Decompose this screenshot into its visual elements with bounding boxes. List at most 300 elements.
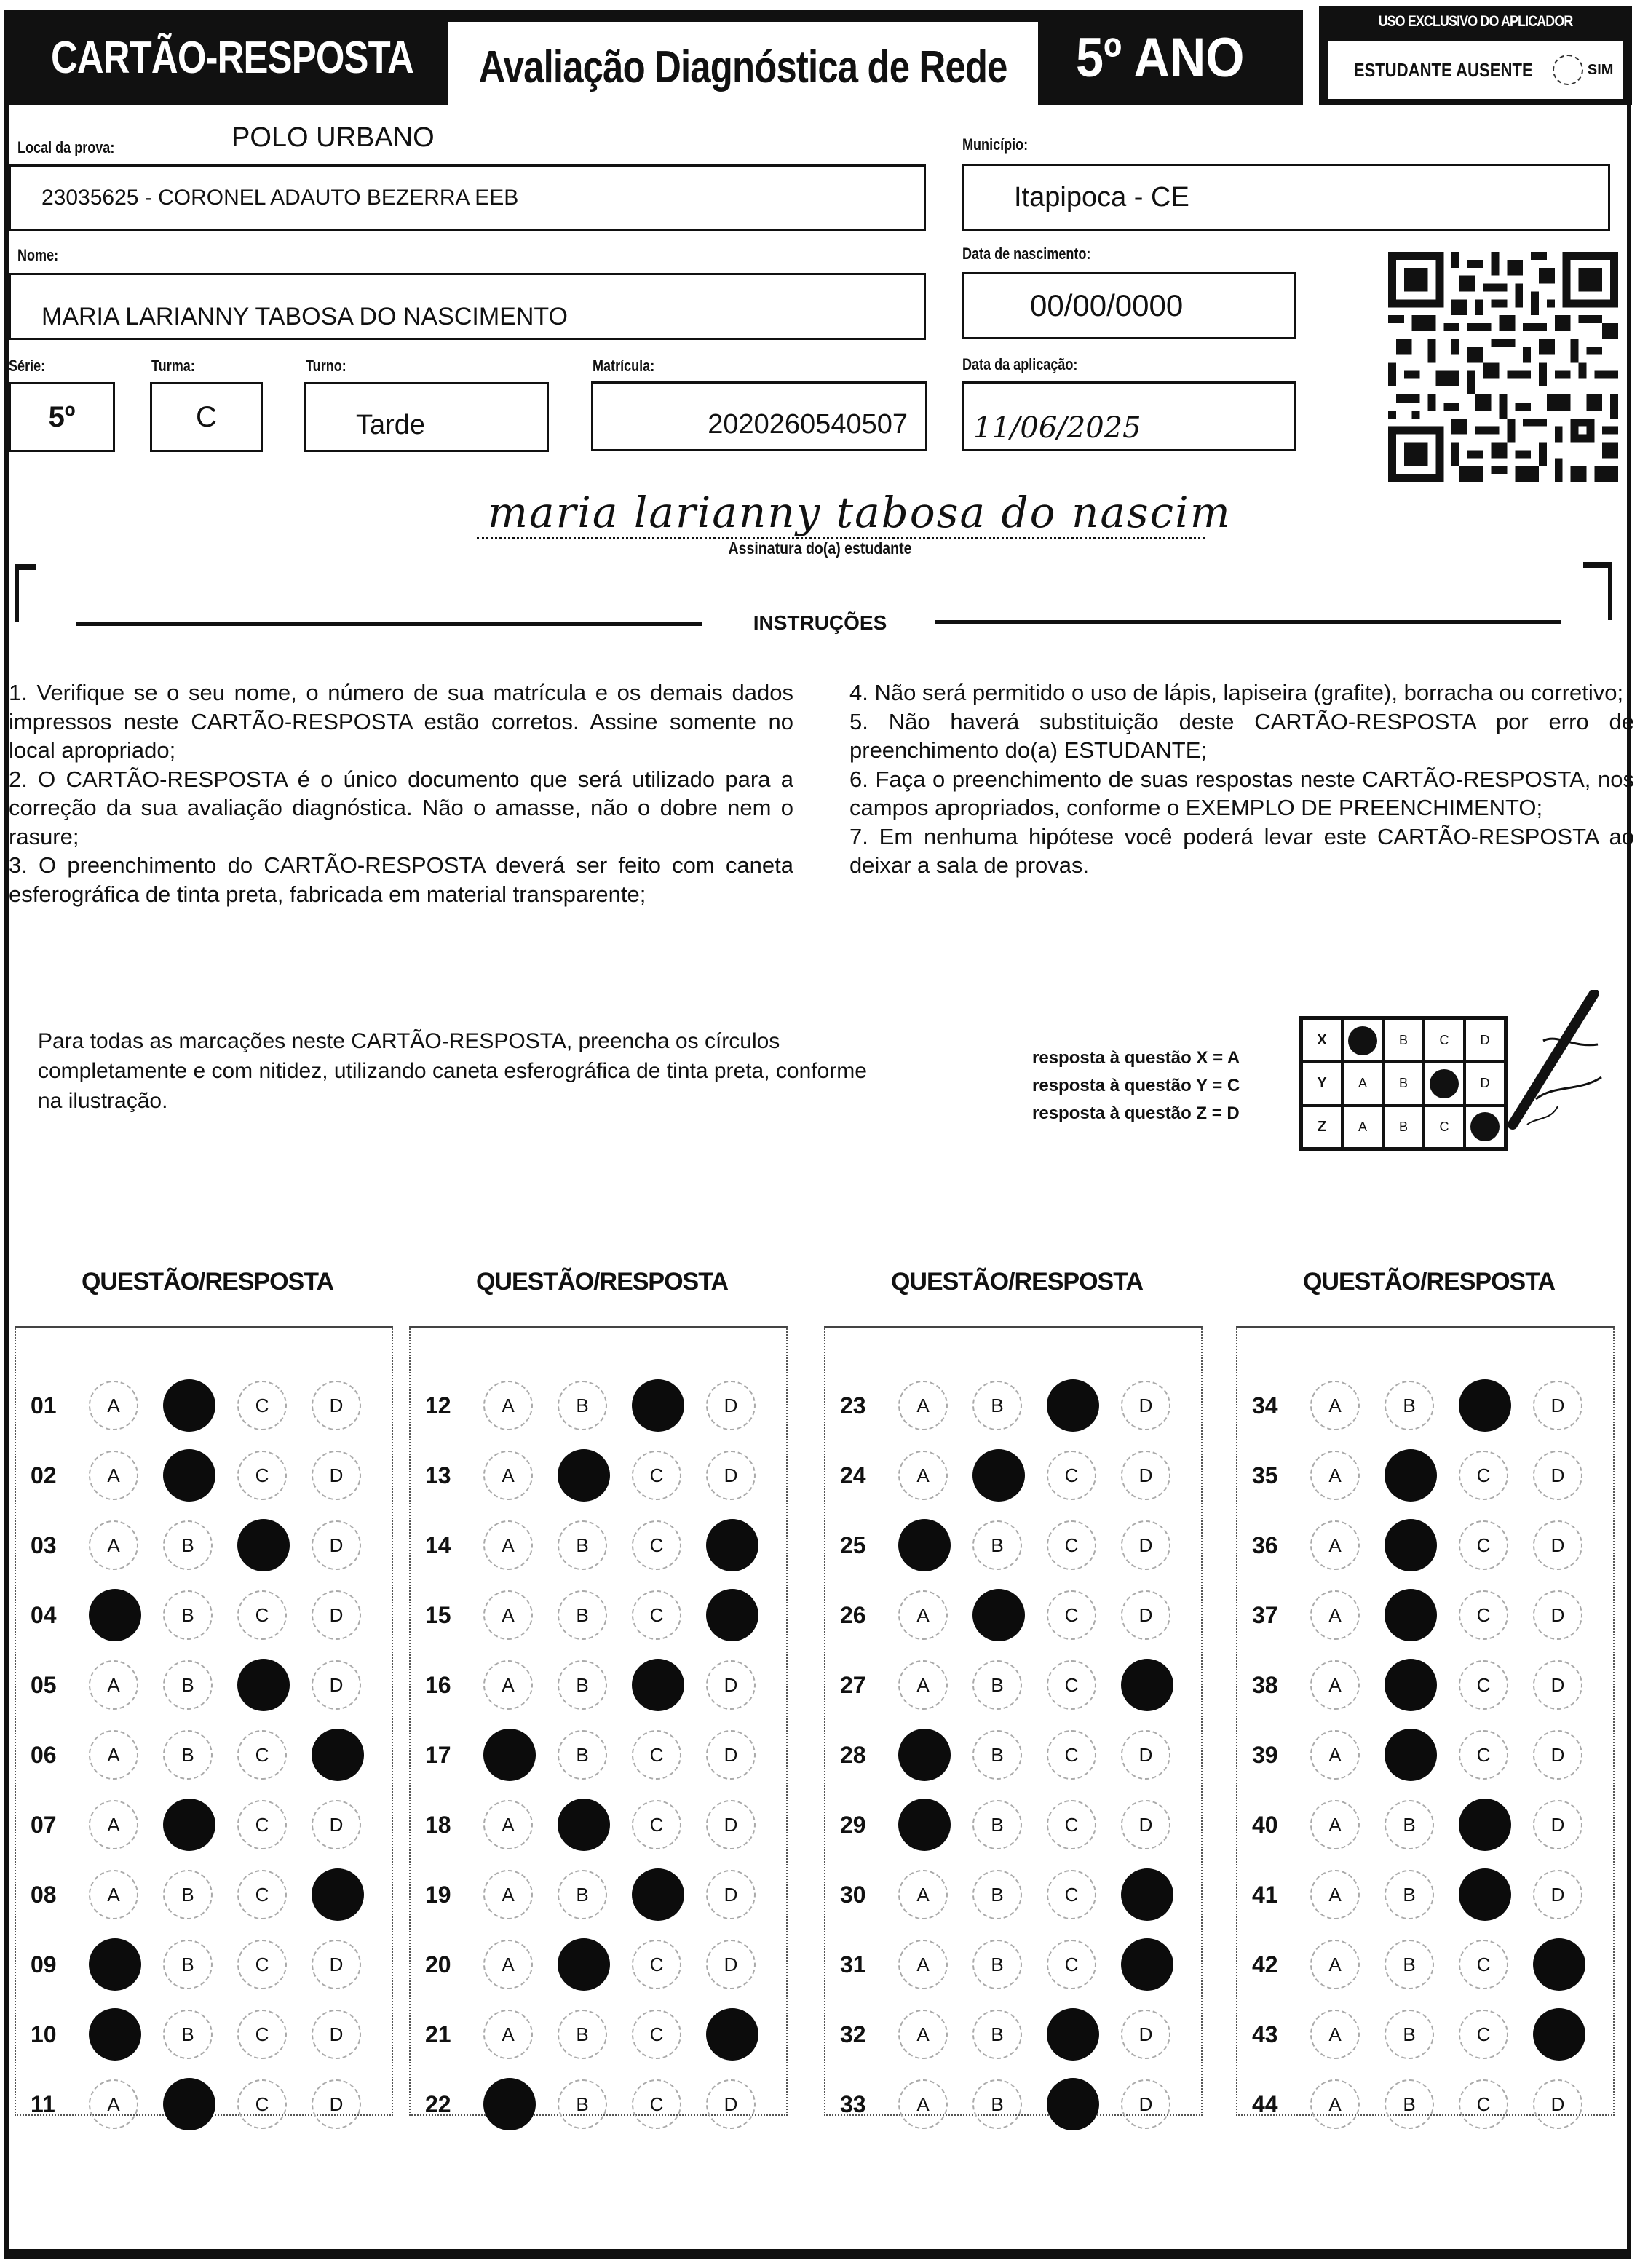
polo-value: POLO URBANO — [231, 122, 435, 153]
answer-bubble-b[interactable]: B — [558, 1590, 607, 1640]
question-number: 01 — [31, 1392, 57, 1419]
answer-bubble-d[interactable]: D — [312, 1381, 361, 1430]
answer-bubble-d[interactable] — [706, 2008, 758, 2061]
answer-bubble-b[interactable] — [163, 1449, 215, 1502]
answer-bubble-c[interactable]: C — [1047, 1870, 1096, 1919]
serie-value: 5º — [48, 400, 76, 433]
fill-guide-text: Para todas as marcações neste CARTÃO-RESPOSTA, preencha os círculos completamente e com nitidez, utilizando caneta esferográfica de tinta preta, conforme na ilustração. — [38, 1029, 867, 1113]
answer-bubble-d[interactable]: D — [1533, 1590, 1582, 1640]
question-number: 32 — [840, 2021, 866, 2047]
answer-bubble-c[interactable] — [1459, 1379, 1511, 1432]
answer-bubble-b[interactable] — [1385, 1519, 1437, 1571]
answer-bubble-c[interactable] — [1047, 1379, 1099, 1432]
answer-bubble-c[interactable]: C — [1459, 2010, 1508, 2059]
answer-bubble-b[interactable]: B — [163, 1940, 213, 1989]
answer-bubble-a[interactable]: A — [898, 2010, 948, 2059]
legend-x: resposta à questão X = A — [1032, 1048, 1240, 1068]
answer-bubble-a[interactable]: A — [898, 1660, 948, 1710]
example-cell-d: D — [1465, 1019, 1505, 1062]
answer-bubble-c[interactable] — [632, 1659, 684, 1711]
answer-bubble-c[interactable]: C — [632, 1451, 681, 1500]
answer-bubble-d[interactable]: D — [1533, 1660, 1582, 1710]
answer-bubble-b[interactable]: B — [972, 1381, 1022, 1430]
answer-bubble-c[interactable]: C — [632, 2010, 681, 2059]
answer-column-1 — [15, 1326, 393, 2116]
question-row — [16, 1657, 392, 1716]
answer-bubble-c[interactable]: C — [237, 2079, 287, 2129]
answer-bubble-c[interactable] — [237, 1659, 290, 1711]
answer-bubble-a[interactable]: A — [1310, 1870, 1360, 1919]
answer-bubble-c[interactable]: C — [237, 2010, 287, 2059]
answer-bubble-c[interactable]: C — [1459, 1660, 1508, 1710]
answer-bubble-c[interactable]: C — [1047, 1940, 1096, 1989]
answer-bubble-d[interactable]: D — [1121, 1800, 1170, 1849]
answer-bubble-b[interactable]: B — [558, 1730, 607, 1780]
question-row — [825, 2077, 1201, 2135]
answer-bubble-b[interactable]: B — [163, 1520, 213, 1570]
answer-bubble-d[interactable] — [1533, 2008, 1585, 2061]
answer-bubble-c[interactable]: C — [632, 1730, 681, 1780]
question-number: 29 — [840, 1812, 866, 1838]
answer-bubble-c[interactable]: C — [1047, 1451, 1096, 1500]
answer-bubble-c[interactable] — [1047, 2008, 1099, 2061]
answer-bubble-b[interactable]: B — [972, 1520, 1022, 1570]
question-number: 11 — [31, 2091, 55, 2117]
example-row-label: X — [1302, 1019, 1342, 1062]
question-number: 24 — [840, 1462, 866, 1488]
question-number: 43 — [1252, 2021, 1278, 2047]
answer-bubble-b[interactable] — [163, 1799, 215, 1851]
question-row — [411, 1937, 786, 1995]
question-number: 02 — [31, 1462, 57, 1488]
answer-bubble-a[interactable]: A — [89, 1381, 138, 1430]
answer-bubble-a[interactable]: A — [898, 1940, 948, 1989]
answer-bubble-a[interactable]: A — [89, 1451, 138, 1500]
question-number: 37 — [1252, 1602, 1278, 1628]
answer-bubble-b[interactable]: B — [1385, 1381, 1434, 1430]
answer-bubble-d[interactable]: D — [1533, 1870, 1582, 1919]
question-row — [1237, 2007, 1613, 2065]
matricula-label: Matrícula: — [593, 357, 655, 375]
answer-bubble-b[interactable]: B — [558, 2079, 607, 2129]
answer-bubble-a[interactable]: A — [483, 1800, 533, 1849]
answer-bubble-c[interactable] — [1459, 1868, 1511, 1921]
question-number: 40 — [1252, 1812, 1278, 1838]
answer-bubble-d[interactable]: D — [312, 1520, 361, 1570]
answer-bubble-b[interactable]: B — [1385, 2010, 1434, 2059]
example-cell-b: B — [1383, 1106, 1424, 1149]
aplicacao-field — [962, 381, 1296, 451]
question-row — [1237, 1727, 1613, 1785]
answer-bubble-b[interactable]: B — [163, 1870, 213, 1919]
answer-bubble-c[interactable]: C — [1459, 2079, 1508, 2129]
question-row — [16, 2007, 392, 2065]
answer-bubble-c[interactable]: C — [1459, 1940, 1508, 1989]
answer-bubble-c[interactable]: C — [237, 1940, 287, 1989]
answer-bubble-a[interactable] — [898, 1729, 951, 1781]
nascimento-field — [962, 272, 1296, 339]
answer-bubble-d[interactable]: D — [706, 1660, 756, 1710]
header-bar — [6, 10, 1303, 105]
question-number: 31 — [840, 1951, 866, 1978]
answer-bubble-d[interactable]: D — [706, 2079, 756, 2129]
question-number: 13 — [425, 1462, 451, 1488]
nascimento-value: 00/00/0000 — [1030, 288, 1184, 322]
column-header: QUESTÃO/RESPOSTA — [475, 1268, 729, 1296]
answer-bubble-d[interactable]: D — [312, 1800, 361, 1849]
answer-bubble-d[interactable]: D — [706, 1870, 756, 1919]
answer-bubble-c[interactable]: C — [632, 1590, 681, 1640]
answer-bubble-a[interactable]: A — [898, 1381, 948, 1430]
answer-bubble-c[interactable]: C — [1047, 1800, 1096, 1849]
answer-bubble-c[interactable]: C — [237, 1451, 287, 1500]
example-cell-a: A — [1342, 1062, 1383, 1105]
answer-bubble-d[interactable]: D — [1121, 1451, 1170, 1500]
answer-bubble-a[interactable]: A — [1310, 1381, 1360, 1430]
answer-bubble-a[interactable]: A — [1310, 1451, 1360, 1500]
fill-legend — [1032, 1044, 1240, 1127]
answer-bubble-a[interactable] — [898, 1519, 951, 1571]
instructions-right-column — [849, 678, 1634, 880]
question-row — [825, 1937, 1201, 1995]
answer-bubble-a[interactable]: A — [483, 1520, 533, 1570]
answer-bubble-a[interactable]: A — [898, 1590, 948, 1640]
question-row — [1237, 1378, 1613, 1436]
answer-bubble-b[interactable] — [1385, 1589, 1437, 1641]
answer-bubble-b[interactable]: B — [558, 1520, 607, 1570]
answer-bubble-a[interactable]: A — [1310, 1590, 1360, 1640]
applicator-panel — [1319, 6, 1632, 105]
question-row — [16, 1518, 392, 1576]
answer-bubble-a[interactable]: A — [1310, 1730, 1360, 1780]
answer-bubble-b[interactable] — [558, 1799, 610, 1851]
answer-bubble-d[interactable]: D — [312, 2079, 361, 2129]
answer-bubble-a[interactable]: A — [483, 1590, 533, 1640]
answer-bubble-c[interactable] — [632, 1379, 684, 1432]
answer-bubble-c[interactable]: C — [1459, 1730, 1508, 1780]
answer-bubble-d[interactable]: D — [312, 1660, 361, 1710]
answer-bubble-a[interactable]: A — [1310, 1660, 1360, 1710]
question-number: 10 — [31, 2021, 57, 2047]
answer-bubble-a[interactable]: A — [898, 1870, 948, 1919]
card-title: CARTÃO-RESPOSTA — [51, 33, 413, 83]
answer-bubble-c[interactable]: C — [632, 1520, 681, 1570]
question-row — [825, 1587, 1201, 1646]
answer-bubble-b[interactable] — [163, 1379, 215, 1432]
answer-bubble-a[interactable]: A — [1310, 2079, 1360, 2129]
answer-bubble-b[interactable]: B — [972, 1660, 1022, 1710]
question-number: 38 — [1252, 1672, 1278, 1698]
answer-bubble-d[interactable] — [1121, 1868, 1173, 1921]
school-field — [9, 164, 926, 231]
example-cell-b: B — [1383, 1062, 1424, 1105]
answer-bubble-b[interactable] — [1385, 1449, 1437, 1502]
answer-bubble-d[interactable]: D — [1533, 1451, 1582, 1500]
answer-bubble-a[interactable]: A — [898, 2079, 948, 2129]
answer-bubble-c[interactable] — [237, 1519, 290, 1571]
question-number: 27 — [840, 1672, 866, 1698]
question-row — [1237, 1937, 1613, 1995]
answer-bubble-d[interactable]: D — [1533, 2079, 1582, 2129]
answer-bubble-b[interactable] — [1385, 1729, 1437, 1781]
question-row — [411, 1378, 786, 1436]
example-cell-b: B — [1383, 1019, 1424, 1062]
question-number: 30 — [840, 1882, 866, 1908]
answer-bubble-d[interactable] — [312, 1868, 364, 1921]
turma-value: C — [196, 400, 217, 433]
answer-bubble-d[interactable]: D — [1533, 1381, 1582, 1430]
question-row — [16, 1867, 392, 1925]
answer-bubble-b[interactable] — [1385, 1659, 1437, 1711]
question-row — [411, 1657, 786, 1716]
answer-bubble-d[interactable]: D — [1533, 1520, 1582, 1570]
answer-bubble-a[interactable]: A — [89, 2079, 138, 2129]
answer-bubble-a[interactable]: A — [1310, 1940, 1360, 1989]
answer-bubble-d[interactable]: D — [312, 1590, 361, 1640]
answer-column-3 — [824, 1326, 1203, 2116]
answer-bubble-a[interactable]: A — [483, 2010, 533, 2059]
question-row — [411, 2007, 786, 2065]
pen-illustration-icon — [1463, 990, 1609, 1150]
answer-bubble-d[interactable]: D — [706, 1381, 756, 1430]
answer-bubble-d[interactable]: D — [706, 1730, 756, 1780]
answer-bubble-a[interactable] — [89, 1938, 141, 1991]
answer-bubble-c[interactable]: C — [237, 1381, 287, 1430]
qr-code — [1387, 252, 1620, 482]
answer-bubble-b[interactable]: B — [558, 1381, 607, 1430]
turma-field — [150, 382, 263, 452]
answer-bubble-b[interactable]: B — [972, 1940, 1022, 1989]
question-number: 23 — [840, 1392, 866, 1419]
answer-bubble-b[interactable] — [558, 1938, 610, 1991]
answer-bubble-b[interactable]: B — [1385, 1870, 1434, 1919]
answer-bubble-b[interactable]: B — [163, 1590, 213, 1640]
answer-bubble-d[interactable]: D — [706, 1800, 756, 1849]
answer-bubble-a[interactable] — [483, 2078, 536, 2130]
nascimento-label: Data de nascimento: — [962, 245, 1091, 263]
answer-bubble-a[interactable] — [89, 2008, 141, 2061]
answer-bubble-a[interactable]: A — [89, 1660, 138, 1710]
answer-bubble-d[interactable]: D — [1533, 1800, 1582, 1849]
answer-bubble-a[interactable]: A — [89, 1800, 138, 1849]
question-row — [1237, 1448, 1613, 1506]
question-row — [825, 1727, 1201, 1785]
answer-bubble-a[interactable]: A — [89, 1870, 138, 1919]
signature-caption: Assinatura do(a) estudante — [728, 539, 912, 558]
answer-bubble-c[interactable]: C — [632, 1940, 681, 1989]
turno-label: Turno: — [306, 357, 346, 375]
answer-bubble-d[interactable]: D — [1121, 1590, 1170, 1640]
municipio-field — [962, 164, 1610, 231]
answer-bubble-b[interactable]: B — [163, 1660, 213, 1710]
answer-bubble-a[interactable] — [89, 1589, 141, 1641]
yes-label: SIM — [1587, 61, 1614, 78]
answer-bubble-a[interactable]: A — [89, 1520, 138, 1570]
answer-bubble-b[interactable]: B — [1385, 2079, 1434, 2129]
answer-bubble-d[interactable] — [706, 1519, 758, 1571]
exam-title-box — [448, 22, 1038, 112]
question-number: 08 — [31, 1882, 57, 1908]
answer-bubble-a[interactable]: A — [483, 1940, 533, 1989]
answer-bubble-b[interactable] — [558, 1449, 610, 1502]
answer-bubble-a[interactable]: A — [1310, 2010, 1360, 2059]
question-row — [16, 1937, 392, 1995]
answer-bubble-b[interactable]: B — [972, 2010, 1022, 2059]
answer-bubble-a[interactable]: A — [483, 1381, 533, 1430]
answer-bubble-c[interactable]: C — [1459, 1520, 1508, 1570]
answer-bubble-c[interactable]: C — [1047, 1730, 1096, 1780]
answer-bubble-b[interactable]: B — [558, 1660, 607, 1710]
question-row — [16, 2077, 392, 2135]
answer-bubble-d[interactable]: D — [706, 1940, 756, 1989]
instruction-6: 6. Faça o preenchimento de suas respostas neste CARTÃO-RESPOSTA, nos campos apropriados, conforme o EXEMPLO DE PREENCHIMENTO; — [849, 766, 1634, 820]
instruction-4: 4. Não será permitido o uso de lápis, lapiseira (grafite), borracha ou corretivo; — [849, 680, 1624, 705]
question-number: 12 — [425, 1392, 451, 1419]
question-number: 05 — [31, 1672, 57, 1698]
municipio-value: Itapipoca - CE — [1014, 181, 1189, 213]
question-row — [825, 1797, 1201, 1855]
answer-bubble-d[interactable]: D — [1121, 2010, 1170, 2059]
question-row — [16, 1448, 392, 1506]
filled-bubble-icon — [1430, 1069, 1459, 1098]
question-row — [411, 1867, 786, 1925]
answer-bubble-c[interactable] — [632, 1868, 684, 1921]
example-row-label: Y — [1302, 1062, 1342, 1105]
question-row — [411, 1727, 786, 1785]
filled-bubble-icon — [1348, 1026, 1377, 1055]
answer-bubble-c[interactable]: C — [237, 1870, 287, 1919]
answer-bubble-c[interactable]: C — [1459, 1590, 1508, 1640]
serie-field — [9, 382, 115, 452]
answer-bubble-b[interactable]: B — [163, 2010, 213, 2059]
answer-bubble-c[interactable]: C — [632, 1800, 681, 1849]
answer-bubble-c[interactable]: C — [237, 1730, 287, 1780]
answer-bubble-a[interactable] — [898, 1799, 951, 1851]
answer-bubble-c[interactable] — [1459, 1799, 1511, 1851]
answer-bubble-a[interactable]: A — [483, 1660, 533, 1710]
question-number: 28 — [840, 1742, 866, 1768]
aplicacao-value: 11/06/2025 — [973, 411, 1141, 445]
question-number: 25 — [840, 1532, 866, 1558]
legend-y: resposta à questão Y = C — [1032, 1076, 1240, 1095]
column-header: QUESTÃO/RESPOSTA — [1302, 1268, 1556, 1296]
grade-label: 5º ANO — [1076, 27, 1245, 89]
question-number: 35 — [1252, 1462, 1278, 1488]
question-number: 34 — [1252, 1392, 1278, 1419]
answer-bubble-d[interactable]: D — [1533, 1730, 1582, 1780]
answer-bubble-b[interactable]: B — [972, 2079, 1022, 2129]
question-row — [411, 1587, 786, 1646]
answer-bubble-b[interactable] — [972, 1589, 1025, 1641]
answer-bubble-b[interactable]: B — [972, 1870, 1022, 1919]
answer-bubble-a[interactable]: A — [483, 1870, 533, 1919]
answer-bubble-c[interactable]: C — [237, 1800, 287, 1849]
question-row — [1237, 1867, 1613, 1925]
answer-bubble-c[interactable]: C — [1459, 1451, 1508, 1500]
question-number: 04 — [31, 1602, 57, 1628]
answer-bubble-b[interactable]: B — [972, 1730, 1022, 1780]
answer-bubble-c[interactable]: C — [1047, 1590, 1096, 1640]
question-row — [16, 1797, 392, 1855]
question-row — [825, 1518, 1201, 1576]
answer-bubble-d[interactable]: D — [1121, 1381, 1170, 1430]
answer-bubble-b[interactable] — [163, 2078, 215, 2130]
answer-bubble-c[interactable]: C — [237, 1590, 287, 1640]
exam-title: Avaliação Diagnóstica de Rede — [479, 41, 1007, 92]
instructions-title: INSTRUÇÕES — [753, 611, 887, 634]
answer-bubble-d[interactable]: D — [1121, 2079, 1170, 2129]
answer-bubble-b[interactable]: B — [163, 1730, 213, 1780]
question-row — [411, 1797, 786, 1855]
column-header: QUESTÃO/RESPOSTA — [81, 1268, 334, 1296]
applicator-title: USO EXCLUSIVO DO APLICADOR — [1378, 13, 1573, 30]
turma-label: Turma: — [151, 357, 195, 375]
answer-bubble-a[interactable]: A — [1310, 1520, 1360, 1570]
answer-bubble-b[interactable] — [972, 1449, 1025, 1502]
example-cell-c — [1424, 1062, 1465, 1105]
answer-bubble-d[interactable] — [1121, 1659, 1173, 1711]
answer-bubble-d[interactable] — [706, 1589, 758, 1641]
answer-bubble-d[interactable]: D — [312, 2010, 361, 2059]
question-number: 09 — [31, 1951, 57, 1978]
answer-bubble-b[interactable]: B — [972, 1800, 1022, 1849]
answer-bubble-d[interactable] — [1121, 1938, 1173, 1991]
question-row — [16, 1587, 392, 1646]
answer-bubble-a[interactable]: A — [483, 1451, 533, 1500]
answer-bubble-d[interactable]: D — [312, 1940, 361, 1989]
example-cell-d: D — [1465, 1062, 1505, 1105]
question-row — [1237, 1518, 1613, 1576]
answer-bubble-c[interactable]: C — [1047, 1520, 1096, 1570]
matricula-field — [591, 381, 927, 451]
answer-bubble-b[interactable]: B — [558, 2010, 607, 2059]
answer-bubble-c[interactable]: C — [1047, 1660, 1096, 1710]
answer-bubble-a[interactable]: A — [89, 1730, 138, 1780]
answer-bubble-d[interactable]: D — [312, 1451, 361, 1500]
instruction-7: 7. Em nenhuma hipótese você poderá levar este CARTÃO-RESPOSTA ao deixar a sala de provas. — [849, 823, 1634, 878]
question-number: 22 — [425, 2091, 451, 2117]
answer-bubble-d[interactable]: D — [1121, 1730, 1170, 1780]
question-number: 17 — [425, 1742, 451, 1768]
question-row — [825, 1448, 1201, 1506]
absent-bubble[interactable] — [1553, 55, 1583, 85]
answer-bubble-a[interactable] — [483, 1729, 536, 1781]
answer-bubble-b[interactable]: B — [558, 1870, 607, 1919]
serie-label: Série: — [9, 357, 46, 375]
answer-bubble-c[interactable]: C — [632, 2079, 681, 2129]
question-number: 42 — [1252, 1951, 1278, 1978]
question-row — [825, 1867, 1201, 1925]
answer-bubble-a[interactable]: A — [1310, 1800, 1360, 1849]
question-number: 36 — [1252, 1532, 1278, 1558]
answer-bubble-d[interactable] — [312, 1729, 364, 1781]
question-row — [825, 1657, 1201, 1716]
instruction-1: 1. Verifique se o seu nome, o número de sua matrícula e os demais dados impressos neste CARTÃO-RESPOSTA estão corretos. Assine somente no local apropriado; — [9, 680, 793, 763]
answer-bubble-d[interactable]: D — [1121, 1520, 1170, 1570]
question-row — [411, 2077, 786, 2135]
answer-bubble-b[interactable]: B — [1385, 1800, 1434, 1849]
answer-bubble-a[interactable]: A — [898, 1451, 948, 1500]
example-cell-c: C — [1424, 1019, 1465, 1062]
question-row — [16, 1727, 392, 1785]
instruction-2: 2. O CARTÃO-RESPOSTA é o único documento que será utilizado para a correção da sua avaliação diagnóstica. Não o amasse, não o dobre nem o rasure; — [9, 766, 793, 849]
answer-bubble-c[interactable] — [1047, 2078, 1099, 2130]
answer-bubble-d[interactable] — [1533, 1938, 1585, 1991]
answer-bubble-d[interactable]: D — [706, 1451, 756, 1500]
nome-value: MARIA LARIANNY TABOSA DO NASCIMENTO — [41, 302, 568, 330]
turno-value: Tarde — [356, 409, 426, 440]
answer-bubble-b[interactable]: B — [1385, 1940, 1434, 1989]
